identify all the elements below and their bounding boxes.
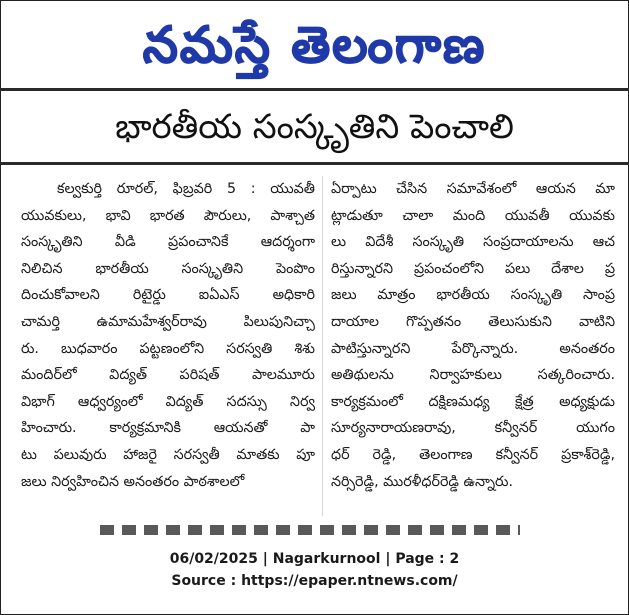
text-line: కార్యక్రమంలో దక్షిణమధ్య క్షేత్ర అధ్యక్షుడు (331, 393, 615, 410)
text-line: హించారు. కార్యక్రమానికి ఆయనతో పా (21, 420, 315, 437)
text-line: యువకులు, భావి భారత పౌరులు, పాశ్చాత (21, 207, 315, 224)
text-line: రు. బుధవారం పట్టణంలోని సరస్వతి శిశు (21, 340, 315, 357)
footer-edition-line: 06/02/2025 | Nagarkurnool | Page : 2 (169, 551, 460, 567)
text-line: ట్లాడుతూ చాలా మంది యువతీ యువకు (331, 207, 615, 224)
text-line: రిస్తున్నారని ప్రపంచంలోని పలు దేశాల ప్ర (331, 260, 615, 277)
clipping-footer (0, 548, 629, 592)
article-column-right (331, 176, 615, 495)
text-line: అతిథులను నిర్వాహకులు సత్కరించారు. (331, 367, 615, 384)
text-line: ఏర్పాటు చేసిన సమావేశంలో ఆయన మా (331, 181, 615, 197)
text-line: చామర్తి ఉమామహేశ్వర్‌రావు పిలుపునిచ్చా (21, 313, 315, 330)
text-line: సంస్కృతిని వీడి ప్రపంచానికే ఆదర్శంగా (21, 234, 315, 251)
text-line: లు విదేశీ సంస్కృతి సంప్రదాయాలను ఆచ (331, 234, 615, 251)
cut-off-text-fragment (100, 525, 520, 535)
newspaper-masthead: నమస్తే తెలంగాణ (142, 15, 487, 74)
text-line: సూర్యనారాయణరావు, కన్వీనర్ యుగం (331, 420, 615, 437)
text-line: నర్సిరెడ్డి, మురళీధర్‌రెడ్డి ఉన్నారు. (331, 473, 514, 490)
text-line: పాటిస్తున్నారని పేర్కొన్నారు. అనంతరం (331, 340, 615, 357)
article-column-left (21, 176, 315, 495)
text-line: విభాగ్ ఆధ్వర్యంలో విద్యత్ సదస్సు నిర్వ (21, 393, 315, 410)
text-line: జలు మాత్రం భారతీయ సంస్కృతి సాంప్ర (331, 287, 615, 304)
text-line: టు పలువురు హాజరై సరస్వతీ మాతకు పూ (21, 446, 315, 463)
text-line: జలు నిర్వహించిన అనంతరం పాఠశాలలో (21, 473, 245, 490)
column-divider (322, 176, 323, 516)
text-line: దించుకోవాలని రిటైర్డు ఐఏఎస్ అధికారి (21, 287, 315, 304)
footer-source-line: Source : https://epaper.ntnews.com/ (171, 573, 458, 589)
masthead-rule (0, 88, 629, 91)
text-line: దాయాల గొప్పతనం తెలుసుకుని వాటిని (331, 313, 615, 330)
text-line: మందిర్‌లో విద్యత్ పరిషత్ పాలమూరు (21, 367, 315, 384)
text-line: ధర్ రెడ్డి, తెలంగాణ కన్వీనర్ ప్రకాశ్‌రెడ్డి, (331, 446, 615, 463)
text-line: కల్వకుర్తి రూరల్, ఫిబ్రవరి 5 : యువతీ (57, 181, 315, 197)
article-headline: భారతీయ సంస్కృతిని పెంచాలి (115, 107, 514, 147)
text-line: నిలిచిన భారతీయ సంస్కృతిని పెంపొం (21, 260, 315, 277)
headline-rule (0, 162, 629, 165)
